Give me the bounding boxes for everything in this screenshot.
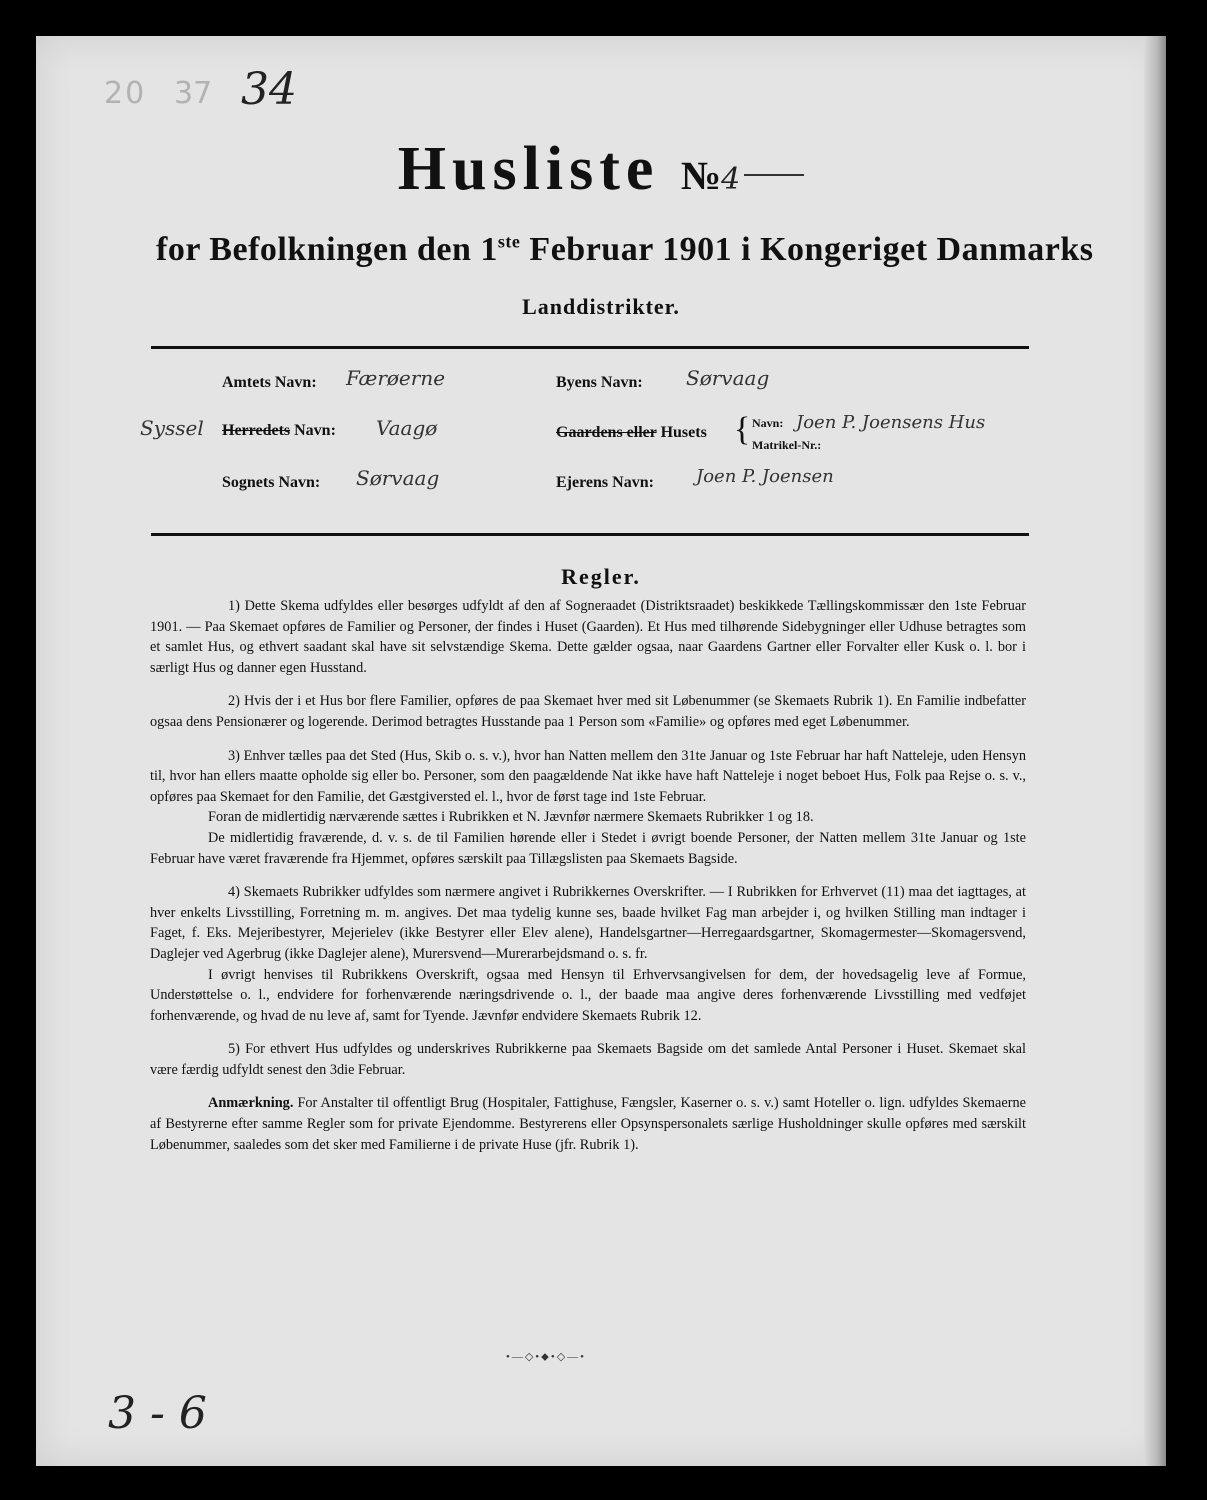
matrikel-sublabel: Matrikel-Nr.: — [752, 438, 822, 452]
subtitle-sup: ste — [497, 231, 521, 252]
rule-5: 5) For ethvert Hus udfyldes og underskrives Rubrikkerne paa Skemaets Bagside om det samlede Antal Personer i Huset. Skemaet skal være færdig udfyldt senest den 3die Februar. — [150, 1041, 1026, 1078]
note — [150, 1093, 1026, 1155]
husets-value: Joen P. Joensens Hus — [796, 412, 986, 433]
amt-value: Færøerne — [346, 366, 446, 390]
sogn-value: Sørvaag — [356, 466, 440, 490]
herred-label — [222, 422, 336, 440]
title-text: Husliste — [397, 135, 660, 203]
subtitle-post: Februar 1901 i Kongeriget Danmarks — [529, 231, 1094, 268]
ejer-value: Joen P. Joensen — [696, 466, 834, 487]
rule-3: 3) Enhver tælles paa det Sted (Hus, Skib o. s. v.), hvor han Natten mellem den 31te Januar og 1ste Februar har haft Natteleje, uden Hensyn til, hvor han ellers maatte opholde sig eller bo. Personer, som den paagældende Nat ikke have haft Natteleje i noget beboet Hus, Folk paa Rejse o. s. v., opføres paa Skemaet for den Familie, det Gæstgiversted el. l., hvor de først tage ind 1ste Februar. — [150, 747, 1026, 805]
subtitle-pre: for Befolkningen den 1 — [156, 231, 498, 268]
herred-value: Vaagø — [376, 416, 438, 440]
form-title — [36, 134, 1166, 205]
syssel-handwritten: Syssel — [140, 416, 204, 440]
herred-label-rest: Navn: — [294, 422, 336, 439]
herred-label-struck: Herredets — [222, 422, 291, 439]
brace: { — [734, 411, 751, 448]
page-edge — [1144, 36, 1166, 1466]
rule-4: 4) Skemaets Rubrikker udfyldes som nærmere angivet i Rubrikkernes Overskrifter. — I Rubrikken for Erhvervet (11) maa det iagttages, at hver enkelts Livsstilling, Forretning m. m. angives. Det maa tydelig kunne ses, baade hvilket Fag man arbejder i, og hvilken Stilling man indtager i Faget, f. Eks. Mejeribestyrer, Mejerielev (ikke Bestyrer eller Elev alene), Handelsgartner—Herregaardsgartner, Skomagermester—Skomagersvend, Daglejer ved Agerbrug (ikke Daglejer alene), Murersvend—Murerarbejdsmand o. s. fr. — [150, 884, 1026, 962]
rule-4b: I øvrigt henvises til Rubrikkens Overskrift, ogsaa med Hensyn til Erhvervsangivelsen for dem, der hovedsagelig leve af Formue, Understøttelse o. l., endvidere for forhenværende næringsdrivende o. l., der baade maa angive deres forhenværende Livsstilling med vedføjet forhenværende, og hvad de nu leve af, samt for Tyende. Jævnfør endvidere Skemaets Rubrik 12. — [150, 966, 1026, 1024]
header-rule-bottom — [151, 533, 1029, 536]
number-sign: № — [680, 153, 722, 198]
byens-label: Byens Navn: — [556, 374, 643, 391]
navn-sublabel: Navn: — [752, 416, 784, 430]
list-number-value: 4 — [721, 162, 741, 197]
rules-text — [150, 596, 1026, 1155]
district-heading: Landdistrikter. — [522, 294, 680, 319]
number-underline — [744, 174, 804, 176]
byens-value: Sørvaag — [686, 366, 770, 390]
archive-stamp-number: 20 — [104, 76, 147, 111]
gaard-label-rest: Husets — [660, 424, 707, 441]
amt-label: Amtets Navn: — [222, 374, 317, 391]
handwritten-page-number: 34 — [241, 64, 297, 115]
sogn-label: Sognets Navn: — [222, 474, 321, 491]
footer-ornament: •—◇•⬥•◇—• — [506, 1351, 587, 1363]
note-text: For Anstalter til offentligt Brug (Hospitaler, Fattighuse, Fængsler, Kaserner o. s. v.) samt Hoteller o. lign. udfyldes Skemaerne af Bestyrerne efter samme Regler som for private Ejendomme. Bestyrerens eller Opsynspersonalets særlige Husholdninger skulle opføres med særskilt Løbenummer, saaledes som det sker med Familierne i de private Huse (jfr. Rubrik 1). — [150, 1095, 1026, 1153]
archive-stamp-number-2: 37 — [174, 76, 213, 111]
rule-2: 2) Hvis der i et Hus bor flere Familier, opføres de paa Skemaet hver med sit Løbenummer (se Skemaets Rubrik 1). En Familie indbefatter ogsaa dens Pensionærer og logerende. Derimod betragtes Husstande paa 1 Person som «Familie» og opføres med eget Løbenummer. — [150, 693, 1026, 730]
gaard-label-struck: Gaardens eller — [556, 424, 657, 441]
handwritten-bottom-number: 3 - 6 — [108, 1388, 207, 1439]
rule-3b: Foran de midlertidig nærværende sættes i Rubrikken et N. Jævnfør nærmere Skemaets Rubrikker 1 og 18. — [208, 809, 814, 826]
gaard-label — [556, 424, 707, 442]
census-form-page — [36, 36, 1166, 1466]
rule-1: 1) Dette Skema udfyldes eller besørges udfyldt af den af Sogneraadet (Distriktsraadet) beskikkede Tællingskommissær den 1ste Februar 1901. — Paa Skemaet opføres de Familier og Personer, der findes i Huset (Gaarden). Et Hus med tilhørende Sidebygninger eller Udhuse betragtes som et samlet Hus, og ethvert saadant skal have sit selvstændige Skema. Dette gælder ogsaa, naar Gaardens Gartner eller Forvalter eller Kusk o. l. bor i særligt Hus og danner egen Husstand. — [150, 598, 1026, 676]
rule-3c: De midlertidig fraværende, d. v. s. de til Familien hørende eller i Stedet i øvrigt boende Personer, der Natten mellem 31te Januar og 1ste Februar have været fraværende fra Hjemmet, opføres særskilt paa Tillægslisten paa Skemaets Bagside. — [150, 829, 1026, 867]
note-label: Anmærkning. — [208, 1095, 294, 1112]
header-rule-top — [151, 346, 1029, 349]
ejer-label: Ejerens Navn: — [556, 474, 654, 491]
form-subtitle — [156, 231, 1094, 269]
rules-heading: Regler. — [561, 564, 641, 589]
